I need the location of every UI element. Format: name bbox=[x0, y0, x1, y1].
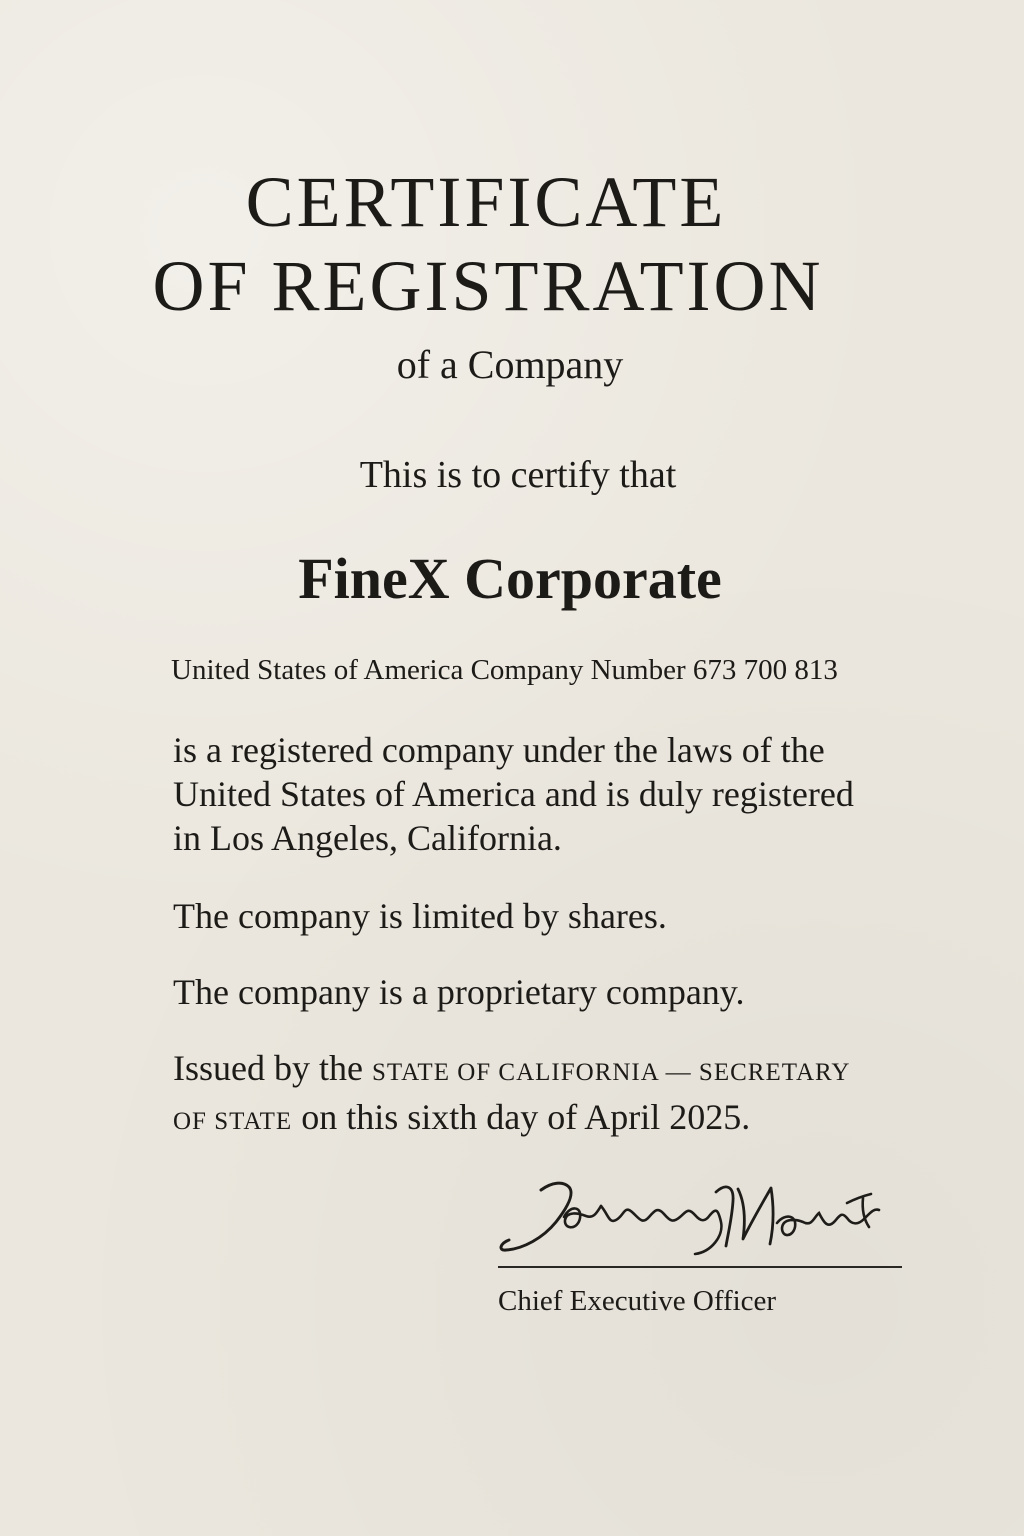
issued-line-1 bbox=[173, 1046, 850, 1095]
company-number-line: United States of America Company Number 673 700 813 bbox=[171, 654, 838, 686]
certify-statement: This is to certify that bbox=[359, 454, 677, 496]
signature-block bbox=[498, 1170, 902, 1330]
proprietary-statement: The company is a proprietary company. bbox=[173, 972, 745, 1012]
certificate-title-line-1: CERTIFICATE bbox=[245, 162, 727, 242]
issued-prefix: Issued by the bbox=[173, 1048, 363, 1088]
registration-line-3: in Los Angeles, California. bbox=[173, 818, 562, 858]
issued-statement bbox=[173, 1046, 850, 1144]
issuer-line-1: STATE OF CALIFORNIA — SECRETARY bbox=[371, 1059, 851, 1086]
certificate-title-line-2: OF REGISTRATION bbox=[152, 246, 824, 326]
company-name: FineX Corporate bbox=[298, 546, 722, 611]
shares-statement: The company is limited by shares. bbox=[173, 896, 667, 936]
registration-line-1: is a registered company under the laws of the bbox=[173, 730, 825, 770]
issued-date-text: on this sixth day of April 2025. bbox=[301, 1097, 751, 1137]
handwritten-signature bbox=[498, 1170, 902, 1262]
registration-line-2: United States of America and is duly registered bbox=[173, 774, 854, 814]
registration-paragraph bbox=[173, 728, 854, 860]
issuer-line-2: OF STATE bbox=[173, 1108, 293, 1135]
signature-line bbox=[498, 1266, 902, 1268]
signature-role: Chief Executive Officer bbox=[498, 1285, 777, 1317]
certificate-subtitle: of a Company bbox=[396, 342, 624, 387]
issued-line-2 bbox=[173, 1095, 850, 1144]
